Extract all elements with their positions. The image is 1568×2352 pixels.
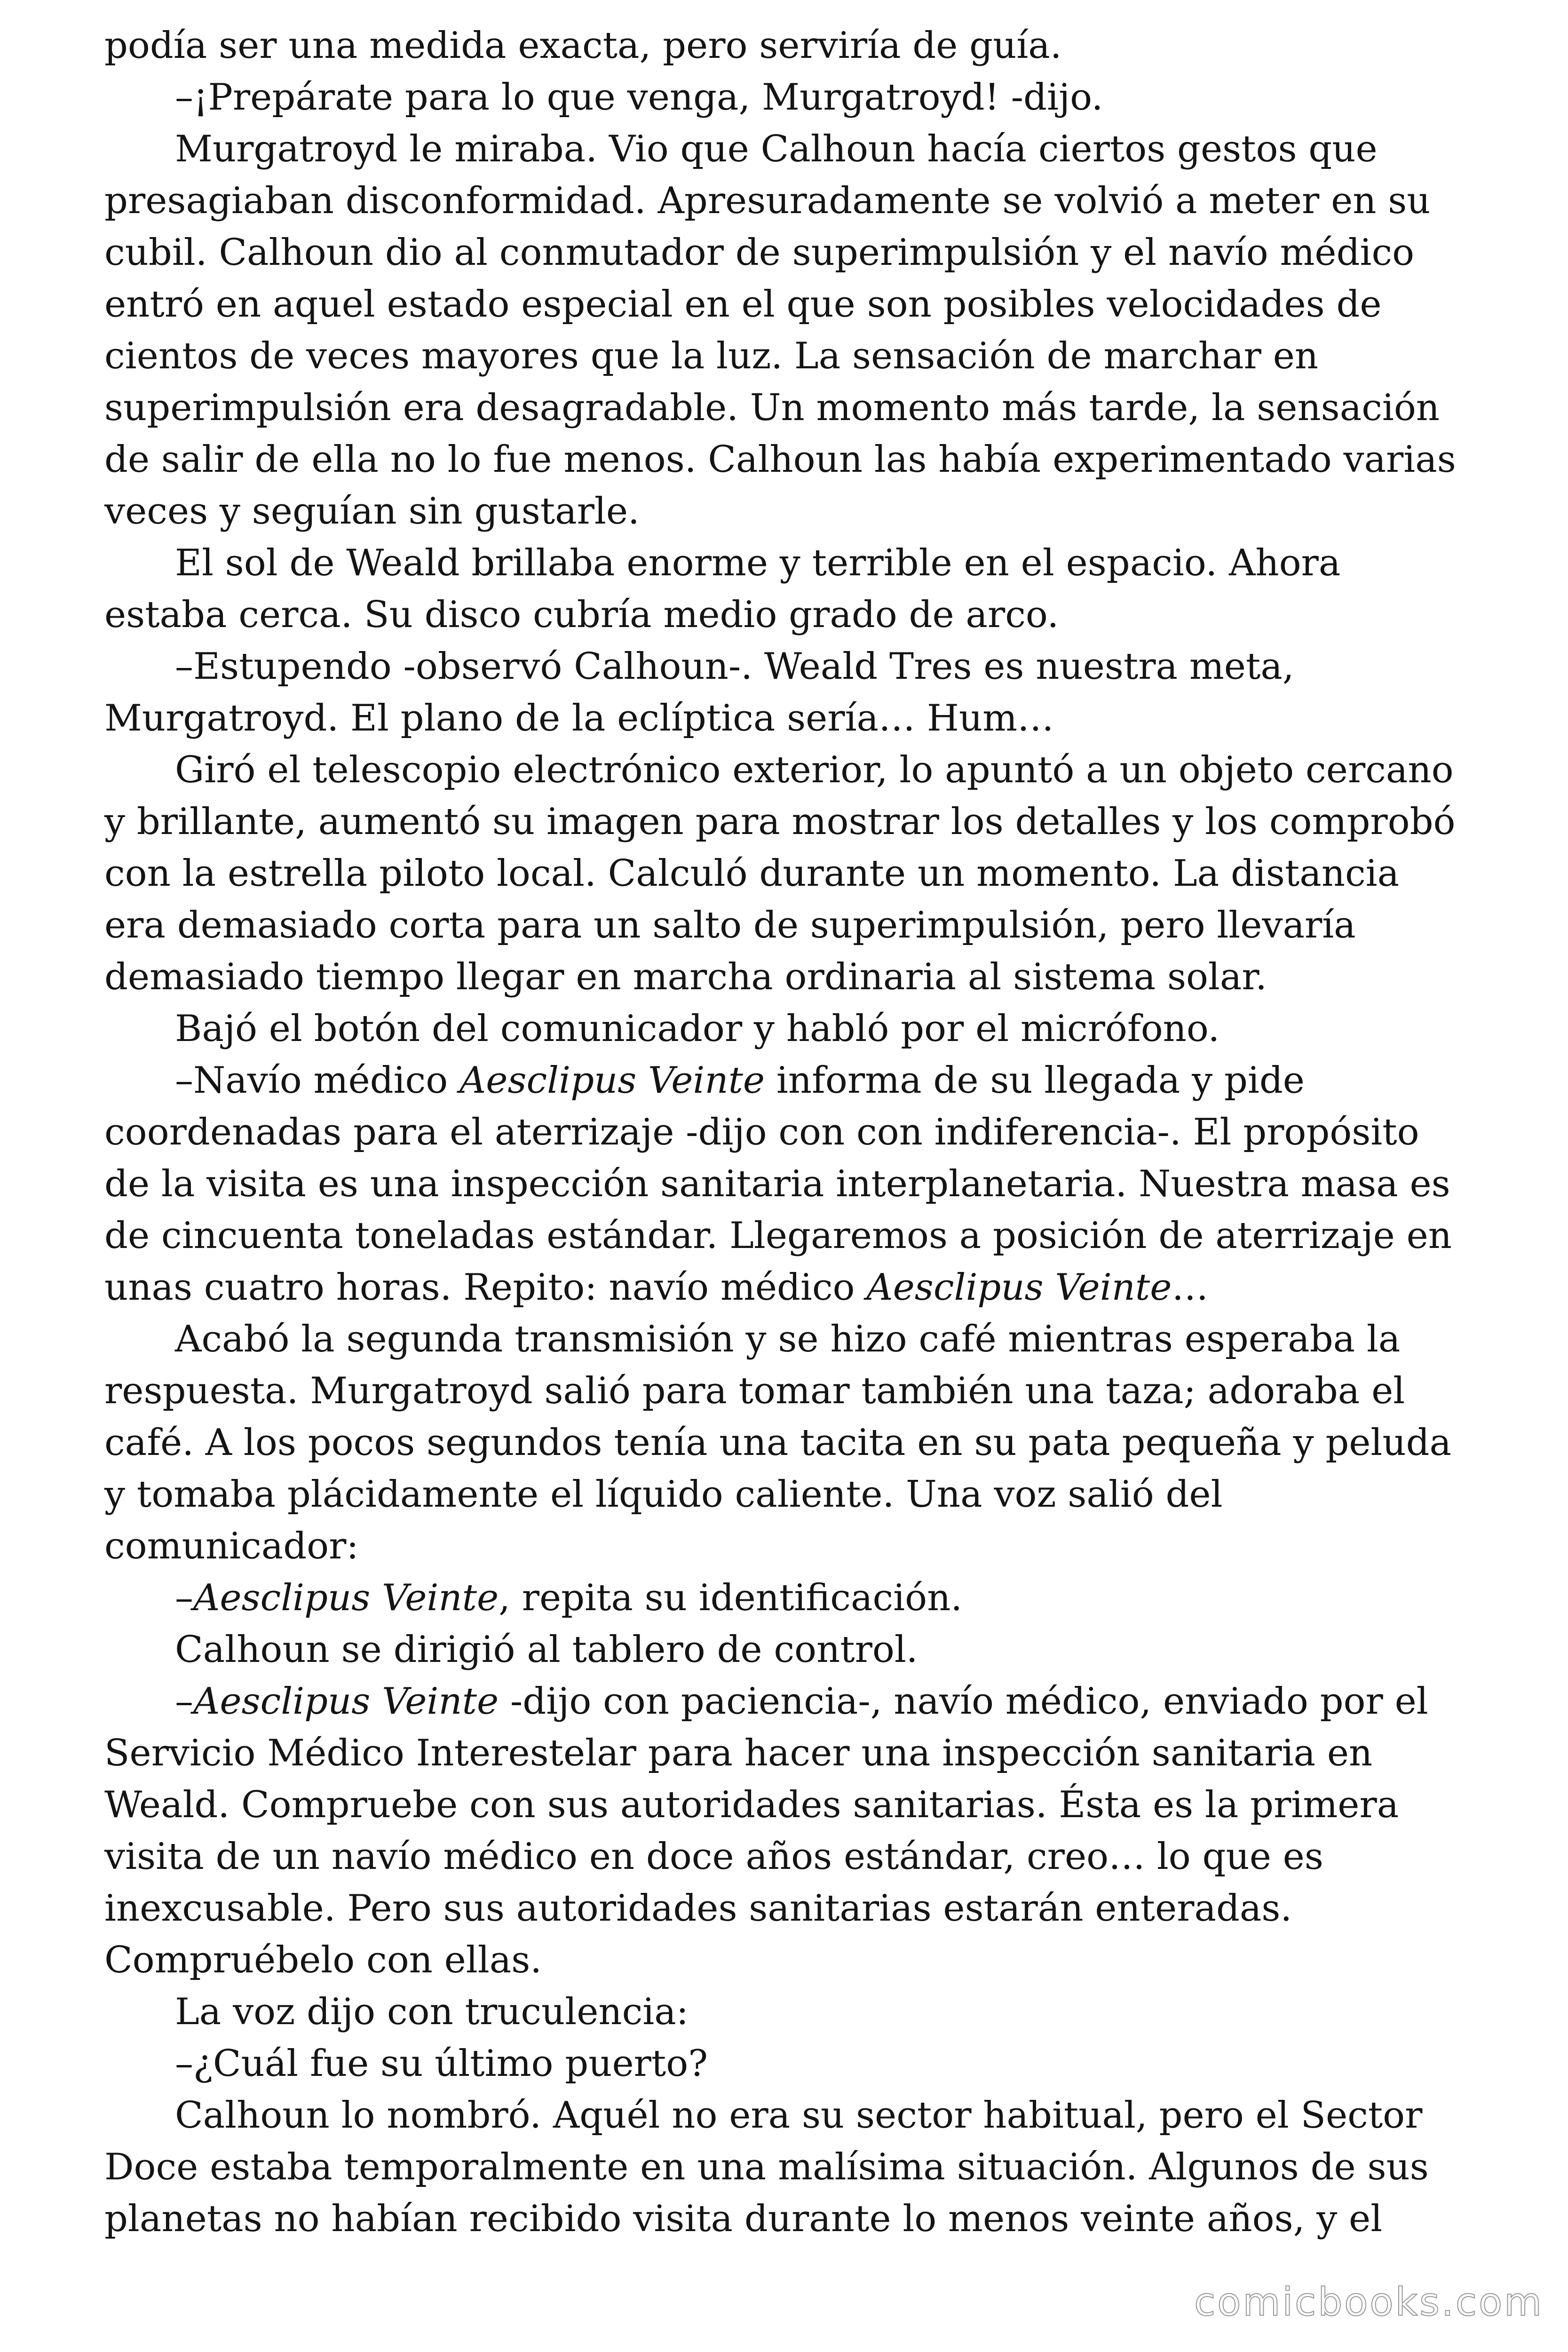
text-run: Bajó el botón del comunicador y habló por el micrófono. [175, 1008, 1220, 1050]
paragraph [104, 2038, 1468, 2090]
paragraph [104, 744, 1468, 1003]
text-run: –Navío médico [175, 1059, 459, 1102]
text-run: Murgatroyd le miraba. Vio que Calhoun hacía ciertos gestos que presagiaban disconformidad. Apresuradamente se volvió a meter en su cubil. Calhoun dio al conmutador de superimpulsión y el navío médico entró en aquel estado especial en el que son posibles velocidades de cientos de veces mayores que la luz. La sensación de marchar en superimpulsión era desagradable. Un momento más tarde, la sensación de salir de ella no lo fue menos. Calhoun las había experimentado varias veces y seguían sin gustarle. [104, 128, 1456, 532]
text-run: La voz dijo con truculencia: [175, 1991, 689, 2033]
text-run: … [1172, 1266, 1209, 1309]
watermark: comicbooks.com [1194, 2280, 1544, 2325]
text-run: El sol de Weald brillaba enorme y terrible en el espacio. Ahora estaba cerca. Su disco cubría medio grado de arco. [104, 542, 1341, 636]
paragraph [104, 2090, 1468, 2245]
page-body-text [104, 20, 1468, 2245]
book-page [104, 20, 1468, 2245]
paragraph [104, 1313, 1468, 1572]
text-run: Calhoun lo nombró. Aquél no era su sector habitual, pero el Sector Doce estaba temporalmente en una malísima situación. Algunos de sus planetas no habían recibido visita durante lo menos veinte años, y el [104, 2094, 1429, 2240]
italic-text-run: Aesclipus Veinte [866, 1266, 1172, 1309]
italic-text-run: Aesclipus Veinte [459, 1059, 765, 1102]
text-run: – [175, 1577, 193, 1619]
text-run: Giró el telescopio electrónico exterior, lo apuntó a un objeto cercano y brillante, aumentó su imagen para mostrar los detalles y los comprobó con la estrella piloto local. Calculó durante un momento. La distancia era demasiado corta para un salto de superimpulsión, pero llevaría demasiado tiempo llegar en marcha ordinaria al sistema solar. [104, 749, 1456, 998]
paragraph [104, 641, 1468, 744]
paragraph [104, 1624, 1468, 1676]
paragraph [104, 537, 1468, 641]
text-run: –¿Cuál fue su último puerto? [175, 2042, 708, 2085]
text-run: –¡Prepárate para lo que venga, Murgatroyd! -dijo. [175, 76, 1103, 119]
text-run: – [175, 1680, 193, 1723]
paragraph [104, 1572, 1468, 1624]
paragraph [104, 1986, 1468, 2038]
text-run: –Estupendo -observó Calhoun-. Weald Tres es nuestra meta, Murgatroyd. El plano de la eclíptica sería… Hum… [104, 645, 1294, 739]
text-run: podía ser una medida exacta, pero serviría de guía. [104, 24, 1062, 67]
text-run: informa de su llegada y pide coordenadas para el aterrizaje -dijo con con indiferencia-. El propósito de la visita es una inspección sanitaria interplanetaria. Nuestra masa es de cincuenta toneladas estándar. Llegaremos a posición de aterrizaje en unas cuatro horas. Repito: navío médico [104, 1059, 1452, 1309]
paragraph [104, 20, 1468, 72]
italic-text-run: Aesclipus Veinte [193, 1680, 499, 1723]
paragraph [104, 123, 1468, 537]
paragraph [104, 1055, 1468, 1313]
italic-text-run: Aesclipus Veinte [193, 1577, 499, 1619]
paragraph [104, 72, 1468, 123]
paragraph [104, 1003, 1468, 1055]
paragraph [104, 1676, 1468, 1986]
text-run: Acabó la segunda transmisión y se hizo café mientras esperaba la respuesta. Murgatroyd salió para tomar también una taza; adoraba el café. A los pocos segundos tenía una tacita en su pata pequeña y peluda y tomaba plácidamente el líquido caliente. Una voz salió del comunicador: [104, 1318, 1452, 1567]
text-run: , repita su identificación. [499, 1577, 963, 1619]
text-run: Calhoun se dirigió al tablero de control. [175, 1629, 918, 1671]
text-run: -dijo con paciencia-, navío médico, enviado por el Servicio Médico Interestelar para hacer una inspección sanitaria en Weald. Compruebe con sus autoridades sanitarias. Ésta es la primera visita de un navío médico en doce años estándar, creo… lo que es inexcusable. Pero sus autoridades sanitarias estarán enteradas. Compruébelo con ellas. [104, 1680, 1428, 1981]
